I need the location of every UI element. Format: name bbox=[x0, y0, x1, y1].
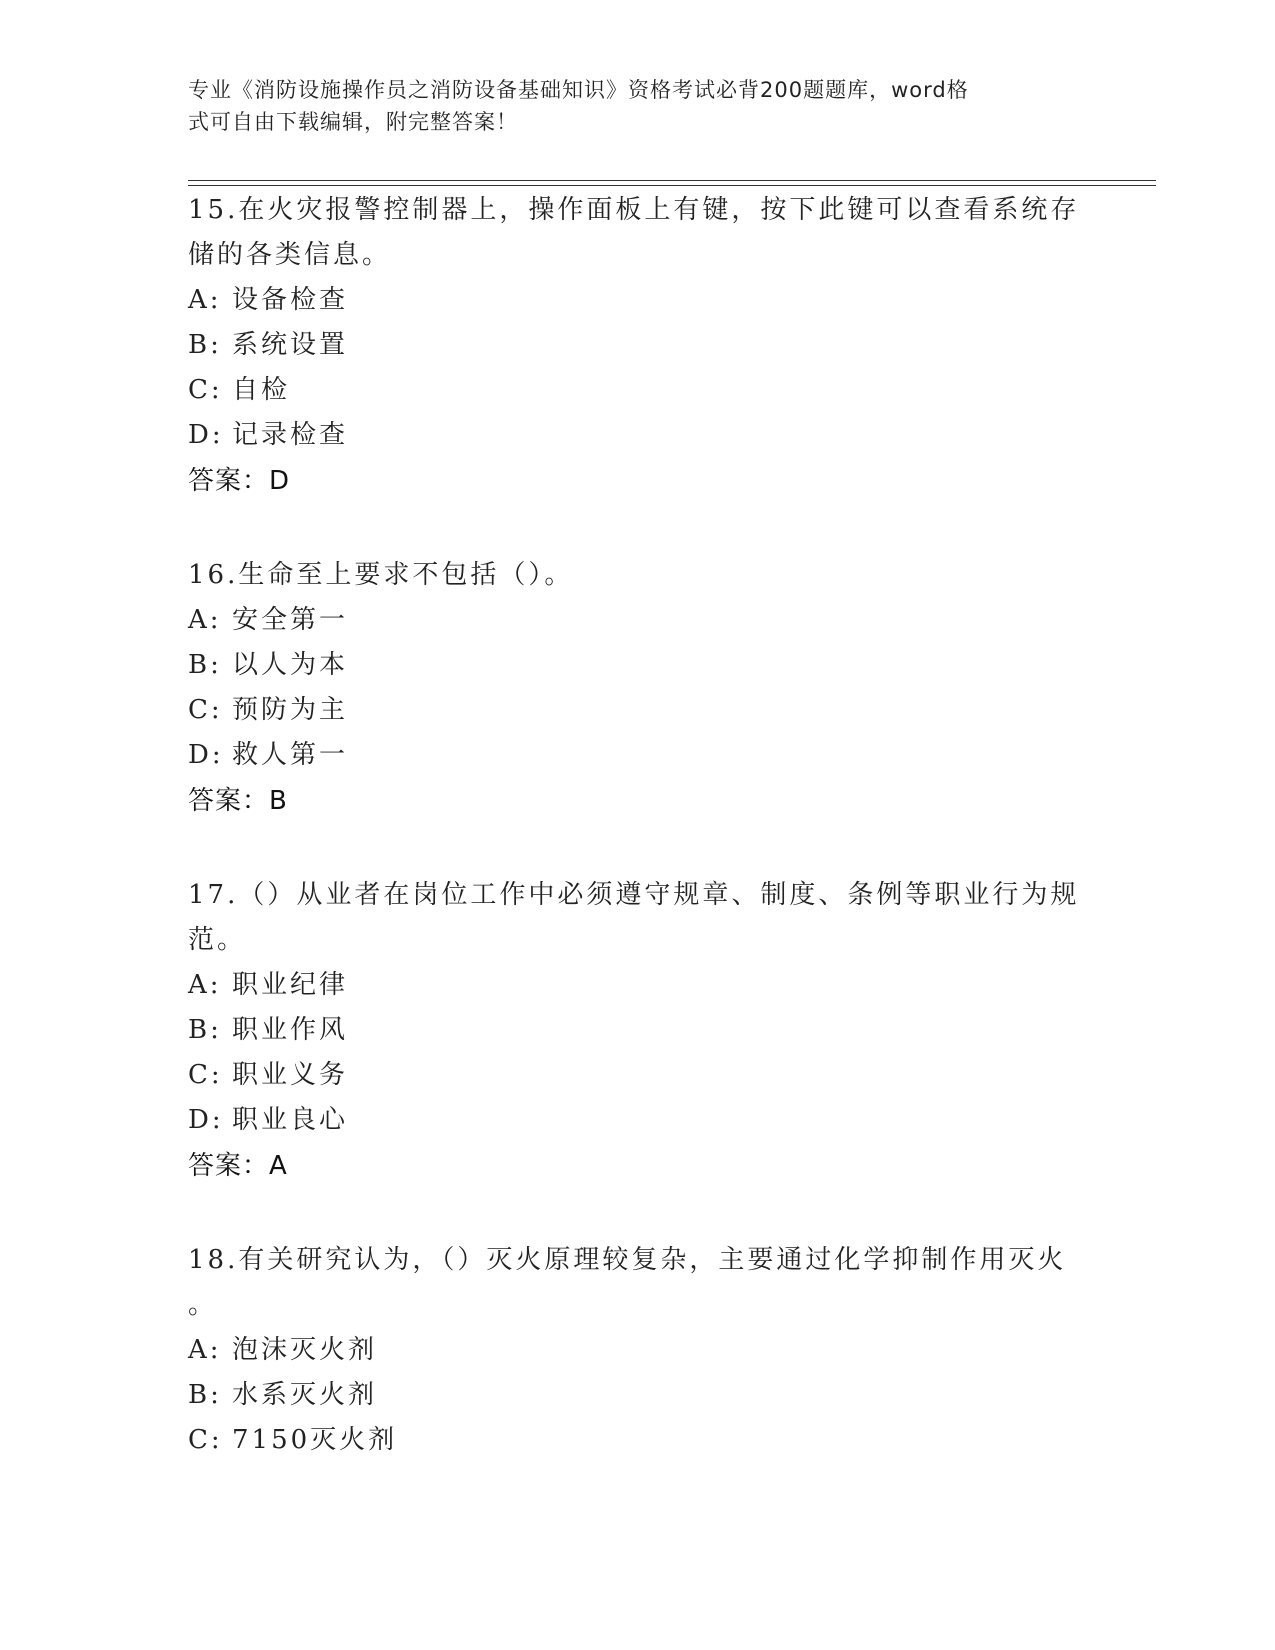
document-header bbox=[188, 74, 1068, 138]
option-text: 职业良心 bbox=[232, 1105, 349, 1135]
question-stem-line: 储的各类信息。 bbox=[188, 240, 392, 270]
option-text: 泡沫灭火剂 bbox=[232, 1335, 378, 1365]
option-d bbox=[188, 1098, 1088, 1143]
option-text: 自检 bbox=[232, 375, 291, 405]
option-b bbox=[188, 323, 1088, 368]
option-text: 系统设置 bbox=[232, 330, 349, 360]
question-stem-line: 18.有关研究认为，（）灭火原理较复杂，主要通过化学抑制作用灭火 bbox=[188, 1245, 1067, 1275]
option-c bbox=[188, 688, 1088, 733]
question-stem-line: 。 bbox=[188, 1290, 218, 1320]
option-letter: D: bbox=[188, 420, 224, 450]
option-text: 以人为本 bbox=[232, 650, 349, 680]
option-letter: C: bbox=[188, 375, 223, 405]
option-letter: B: bbox=[188, 330, 222, 360]
option-text: 安全第一 bbox=[232, 605, 349, 635]
option-letter: C: bbox=[188, 1425, 223, 1455]
answer-line: 答案：D bbox=[188, 466, 291, 496]
option-letter: C: bbox=[188, 695, 223, 725]
option-letter: D: bbox=[188, 1105, 224, 1135]
option-text: 设备检查 bbox=[232, 285, 349, 315]
option-letter: A: bbox=[188, 285, 222, 315]
question-stem-line: 范。 bbox=[188, 925, 247, 955]
option-c bbox=[188, 368, 1088, 413]
option-a bbox=[188, 1328, 1088, 1373]
option-letter: A: bbox=[188, 605, 222, 635]
question-15 bbox=[188, 188, 1088, 504]
option-text: 职业作风 bbox=[232, 1015, 349, 1045]
option-letter: B: bbox=[188, 1015, 222, 1045]
option-a bbox=[188, 963, 1088, 1008]
option-letter: D: bbox=[188, 740, 224, 770]
option-text: 职业义务 bbox=[232, 1060, 349, 1090]
question-18 bbox=[188, 1238, 1088, 1463]
header-line-2: 式可自由下载编辑，附完整答案！ bbox=[188, 110, 518, 134]
header-line-1: 专业《消防设施操作员之消防设备基础知识》资格考试必背200题题库，word格 bbox=[188, 78, 969, 102]
question-17 bbox=[188, 873, 1088, 1189]
question-stem-line: 17.（）从业者在岗位工作中必须遵守规章、制度、条例等职业行为规 bbox=[188, 880, 1080, 910]
answer-line: 答案：A bbox=[188, 1151, 288, 1181]
answer-line: 答案：B bbox=[188, 786, 288, 816]
option-letter: C: bbox=[188, 1060, 223, 1090]
option-text: 7150灭火剂 bbox=[232, 1425, 398, 1455]
option-d bbox=[188, 733, 1088, 778]
question-stem-line: 16.生命至上要求不包括（）。 bbox=[188, 560, 574, 590]
header-divider-top bbox=[188, 180, 1156, 181]
option-b bbox=[188, 1373, 1088, 1418]
option-letter: A: bbox=[188, 1335, 222, 1365]
option-text: 水系灭火剂 bbox=[232, 1380, 378, 1410]
option-text: 记录检查 bbox=[232, 420, 349, 450]
option-text: 预防为主 bbox=[232, 695, 349, 725]
option-b bbox=[188, 1008, 1088, 1053]
option-letter: A: bbox=[188, 970, 222, 1000]
option-text: 职业纪律 bbox=[232, 970, 349, 1000]
option-text: 救人第一 bbox=[232, 740, 349, 770]
question-stem-line: 15.在火灾报警控制器上，操作面板上有键，按下此键可以查看系统存 bbox=[188, 195, 1080, 225]
option-b bbox=[188, 643, 1088, 688]
question-16 bbox=[188, 553, 1088, 824]
option-c bbox=[188, 1418, 1088, 1463]
option-d bbox=[188, 413, 1088, 458]
header-divider-bottom bbox=[188, 185, 1156, 186]
option-a bbox=[188, 598, 1088, 643]
option-letter: B: bbox=[188, 1380, 222, 1410]
option-letter: B: bbox=[188, 650, 222, 680]
option-c bbox=[188, 1053, 1088, 1098]
option-a bbox=[188, 278, 1088, 323]
